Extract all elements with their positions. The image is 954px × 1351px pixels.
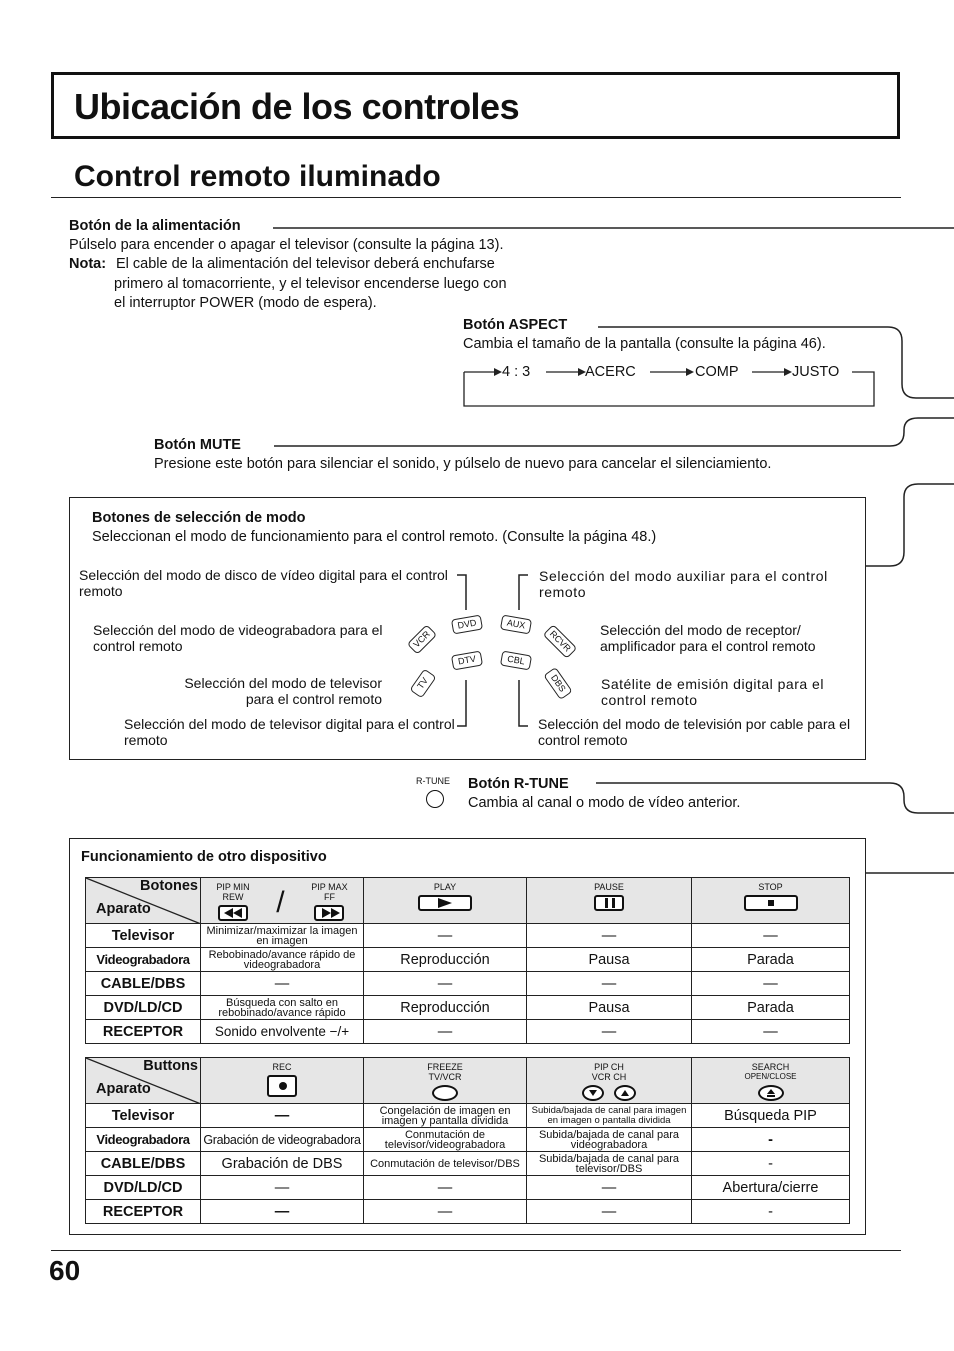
table-cell: Parada bbox=[692, 996, 850, 1020]
table-cell: Sonido envolvente −/+ bbox=[201, 1020, 364, 1044]
dbs-mode-button[interactable]: DBS bbox=[543, 667, 572, 700]
rec-icon[interactable] bbox=[267, 1075, 297, 1097]
table-cell: Conmutación de televisor/videograbadora bbox=[364, 1128, 527, 1152]
aspect-desc: Cambia el tamaño de la pantalla (consulte la página 46). bbox=[463, 336, 826, 352]
controls-table-2 bbox=[85, 1057, 850, 1224]
table-row bbox=[86, 1104, 850, 1128]
table-cell: — bbox=[364, 972, 527, 996]
table-cell: Búsqueda con salto en rebobinado/avance rápido bbox=[201, 996, 364, 1020]
table2-corner bbox=[86, 1058, 201, 1104]
aspect-mode-acerc: ACERC bbox=[585, 364, 636, 380]
table-cell: Minimizar/maximizar la imagen en imagen bbox=[201, 924, 364, 948]
table-cell: Pausa bbox=[527, 948, 692, 972]
rew-icon[interactable] bbox=[218, 905, 248, 921]
table-cell: Reproducción bbox=[364, 948, 527, 972]
dtv-mode-button[interactable]: DTV bbox=[451, 651, 483, 671]
stop-icon[interactable] bbox=[744, 895, 798, 911]
row-label: Televisor bbox=[86, 924, 201, 948]
pip-min-label: PIP MIN bbox=[216, 882, 250, 892]
note-label: Nota: bbox=[69, 256, 107, 272]
note-line-1: El cable de la alimentación del televisor deberá enchufarse bbox=[116, 256, 495, 272]
pip-max-label: PIP MAX bbox=[311, 882, 348, 892]
table-cell: — bbox=[364, 1176, 527, 1200]
freeze-button-icon[interactable] bbox=[432, 1085, 458, 1101]
pipch-header bbox=[527, 1058, 692, 1104]
row-label: Videograbadora bbox=[86, 948, 201, 972]
row-label: Videograbadora bbox=[86, 1128, 201, 1152]
row-label: DVD/LD/CD bbox=[86, 1176, 201, 1200]
aspect-mode-43: 4 : 3 bbox=[502, 364, 531, 380]
vcr-mode-desc: Selección del modo de videograbadora para el control remoto bbox=[93, 622, 383, 654]
table-cell: - bbox=[692, 1200, 850, 1224]
rtune-desc: Cambia al canal o modo de vídeo anterior. bbox=[468, 795, 741, 811]
table-cell: Parada bbox=[692, 948, 850, 972]
section-title: Control remoto iluminado bbox=[74, 160, 441, 193]
corner-bottom-label: Aparato bbox=[96, 1081, 151, 1097]
freeze-tvvcr-header bbox=[364, 1058, 527, 1104]
pipch-label: PIP CH bbox=[594, 1062, 624, 1072]
row-label: RECEPTOR bbox=[86, 1020, 201, 1044]
tv-mode-button[interactable]: TV bbox=[409, 669, 436, 699]
search-label: SEARCH bbox=[751, 1062, 790, 1072]
page-title: Ubicación de los controles bbox=[74, 86, 520, 127]
table-row bbox=[86, 1152, 850, 1176]
rtune-small-label: R-TUNE bbox=[416, 776, 450, 786]
row-label: RECEPTOR bbox=[86, 1200, 201, 1224]
rcvr-mode-desc: Selección del modo de receptor/ amplificador para el control remoto bbox=[600, 622, 816, 654]
table-cell: Subida/bajada de canal para imagen en imagen o pantalla dividida bbox=[527, 1104, 692, 1128]
vcrch-label: VCR CH bbox=[591, 1072, 627, 1082]
rec-label: REC bbox=[272, 1062, 292, 1072]
table-cell: Conmutación de televisor/DBS bbox=[364, 1152, 527, 1176]
eject-icon[interactable] bbox=[758, 1085, 784, 1101]
aspect-mode-justo: JUSTO bbox=[792, 364, 840, 380]
power-button-label: Botón de la alimentación bbox=[69, 218, 241, 234]
table-cell: — bbox=[692, 924, 850, 948]
corner-bottom-label: Aparato bbox=[96, 901, 151, 917]
note-line-3: el interruptor POWER (modo de espera). bbox=[114, 295, 377, 311]
table-cell: — bbox=[527, 1200, 692, 1224]
stop-label: STOP bbox=[758, 882, 783, 892]
table-row bbox=[86, 996, 850, 1020]
openclose-label: OPEN/CLOSE bbox=[744, 1072, 797, 1081]
freeze-label: FREEZE bbox=[427, 1062, 463, 1072]
table-cell: - bbox=[692, 1152, 850, 1176]
table-cell: — bbox=[527, 1176, 692, 1200]
channel-down-icon[interactable] bbox=[582, 1085, 604, 1101]
ff-label: FF bbox=[323, 892, 335, 902]
rcvr-mode-button[interactable]: RCVR bbox=[543, 624, 578, 659]
ff-icon[interactable] bbox=[314, 905, 344, 921]
row-label: DVD/LD/CD bbox=[86, 996, 201, 1020]
mode-buttons-desc: Seleccionan el modo de funcionamiento para el control remoto. (Consulte la página 48.) bbox=[92, 529, 657, 545]
tv-mode-desc-1: Selección del modo de televisor bbox=[184, 675, 382, 691]
corner-top-label: Botones bbox=[140, 878, 198, 894]
table-cell: — bbox=[527, 924, 692, 948]
footer-divider bbox=[51, 1250, 901, 1251]
table-cell: — bbox=[201, 1176, 364, 1200]
corner-top-label: Buttons bbox=[143, 1058, 198, 1074]
table-cell: — bbox=[201, 1200, 364, 1224]
pause-icon[interactable] bbox=[594, 895, 624, 911]
mute-desc: Presione este botón para silenciar el sonido, y púlselo de nuevo para cancelar el silenciamiento. bbox=[154, 456, 772, 472]
table-row bbox=[86, 972, 850, 996]
table-cell: Búsqueda PIP bbox=[692, 1104, 850, 1128]
table-cell: Subida/bajada de canal para videograbadora bbox=[527, 1128, 692, 1152]
table-cell: — bbox=[692, 972, 850, 996]
cbl-mode-desc: Selección del modo de televisión por cable para el control remoto bbox=[538, 716, 851, 748]
table-cell: — bbox=[527, 972, 692, 996]
table-cell: — bbox=[527, 1020, 692, 1044]
table-cell: - bbox=[692, 1128, 850, 1152]
table-cell: — bbox=[692, 1020, 850, 1044]
channel-up-icon[interactable] bbox=[614, 1085, 636, 1101]
table-cell: Reproducción bbox=[364, 996, 527, 1020]
mode-buttons-label: Botones de selección de modo bbox=[92, 510, 306, 526]
table-row bbox=[86, 1128, 850, 1152]
table-row bbox=[86, 1176, 850, 1200]
note-line-2: primero al tomacorriente, y el televisor encenderse luego con bbox=[114, 276, 507, 292]
row-label: Televisor bbox=[86, 1104, 201, 1128]
aux-mode-desc: Selección del modo auxiliar para el control remoto bbox=[539, 568, 828, 600]
rtune-button[interactable] bbox=[426, 790, 444, 808]
dvd-mode-button[interactable]: DVD bbox=[451, 615, 483, 635]
stop-header bbox=[692, 878, 850, 924]
vcr-mode-button[interactable]: VCR bbox=[407, 624, 437, 654]
table-row bbox=[86, 1200, 850, 1224]
power-desc: Púlselo para encender o apagar el televisor (consulte la página 13). bbox=[69, 237, 504, 253]
table-cell: — bbox=[364, 924, 527, 948]
search-header bbox=[692, 1058, 850, 1104]
table-row bbox=[86, 948, 850, 972]
aspect-button-label: Botón ASPECT bbox=[463, 317, 568, 333]
dbs-mode-desc: Satélite de emisión digital para el control remoto bbox=[601, 676, 824, 708]
table-row bbox=[86, 924, 850, 948]
rec-header bbox=[201, 1058, 364, 1104]
table-cell: Rebobinado/avance rápido de videograbadora bbox=[201, 948, 364, 972]
table-cell: — bbox=[364, 1020, 527, 1044]
row-label: CABLE/DBS bbox=[86, 972, 201, 996]
play-icon[interactable] bbox=[418, 895, 472, 911]
tv-mode-desc-2: para el control remoto bbox=[245, 691, 382, 707]
aux-mode-button[interactable]: AUX bbox=[500, 615, 532, 635]
page-number: 60 bbox=[49, 1255, 81, 1286]
play-label: PLAY bbox=[433, 882, 457, 892]
table-cell: — bbox=[364, 1200, 527, 1224]
table1-corner bbox=[86, 878, 201, 924]
tvvcr-label: TV/VCR bbox=[428, 1072, 462, 1082]
rew-label: REW bbox=[222, 892, 244, 902]
pause-header bbox=[527, 878, 692, 924]
rtune-button-label: Botón R-TUNE bbox=[468, 776, 569, 792]
table-cell: — bbox=[201, 972, 364, 996]
controls-table-1 bbox=[85, 877, 850, 1044]
pip-rew-ff-header: PIP MIN REW / PIP MAX FF bbox=[201, 878, 364, 924]
table-cell: Grabación de DBS bbox=[201, 1152, 364, 1176]
table-row bbox=[86, 1020, 850, 1044]
aspect-mode-comp: COMP bbox=[695, 364, 739, 380]
table-cell: Grabación de videograbadora bbox=[201, 1128, 364, 1152]
cbl-mode-button[interactable]: CBL bbox=[500, 651, 532, 671]
pause-label: PAUSE bbox=[594, 882, 624, 892]
mute-button-label: Botón MUTE bbox=[154, 437, 241, 453]
table-cell: Subida/bajada de canal para televisor/DBS bbox=[527, 1152, 692, 1176]
row-label: CABLE/DBS bbox=[86, 1152, 201, 1176]
dvd-mode-desc: Selección del modo de disco de vídeo digital para el control remoto bbox=[79, 567, 448, 599]
table-cell: Pausa bbox=[527, 996, 692, 1020]
play-header bbox=[364, 878, 527, 924]
dtv-mode-desc: Selección del modo de televisor digital para el control remoto bbox=[124, 716, 455, 748]
table-cell: Abertura/cierre bbox=[692, 1176, 850, 1200]
other-device-title: Funcionamiento de otro dispositivo bbox=[81, 849, 327, 865]
table-cell: — bbox=[201, 1104, 364, 1128]
table-cell: Congelación de imagen en imagen y pantalla dividida bbox=[364, 1104, 527, 1128]
